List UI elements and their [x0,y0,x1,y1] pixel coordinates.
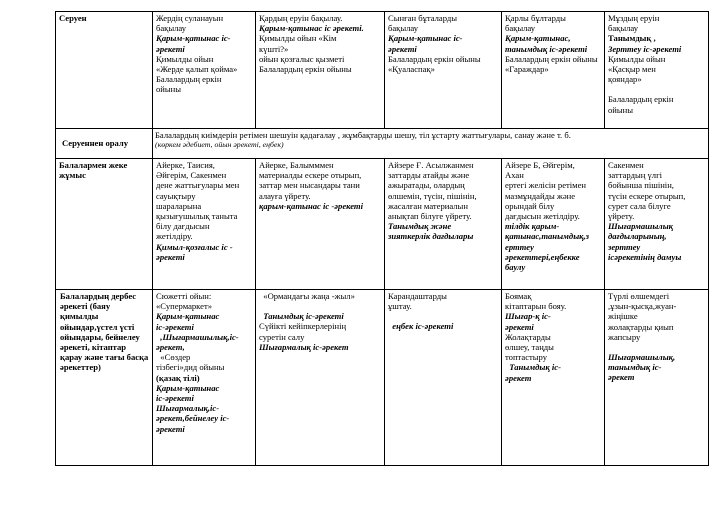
cell-line: Боямақ [505,291,532,301]
cell-line: әрекеті [156,423,185,434]
cell-line: кітаптарын бояу. [505,301,567,312]
cell-line: Жолақтарды [505,331,551,342]
schedule-page [55,11,708,466]
cell-line: бақылау [156,23,187,34]
cell-line: жапсыру [608,331,641,342]
cell-line: баулу [505,262,526,273]
cell-line: әрекет, [156,342,185,353]
cell-line: танымдық іс-әрекеті [505,43,588,54]
cell-line: орындай білу [505,200,555,211]
cell-line: білу дағдысын [156,221,210,232]
cell-line: өлшеу, таңды [505,342,554,353]
return-walk-label-text: Серуеннен оралу [62,138,129,149]
cell-line: Сүйікті кейіпкерлерінің [259,321,347,332]
cell-line: ісәрекетінің дамуы [608,251,682,262]
cell-line: әрекеттері,еңбекке [505,251,580,262]
cell-line: «Қасқыр мен [608,64,656,75]
cell-line: Шығармашылық, [608,352,676,363]
cell-line [608,84,705,94]
cell-line: жіңішке [608,311,638,322]
cell-line: зияткерлік дағдылары [388,231,474,242]
cell-line: түсін ескере отырып, [608,190,686,201]
independent-label: Балалардың дербес әрекеті (баяу қимылды ойындар,үстел үсті ойындары, бейнелеу әрекеті, кітаптар қарау және тағы басқа әрекеттер) [56,290,153,466]
cell-line: «Сөздер [156,352,191,363]
cell-line: Балалардың еркін ойыны [259,64,352,75]
cell-line: Танымдық және [388,221,452,232]
cell-line: қояндар» [608,74,642,85]
cell-line: Шығармалық іс-әрекет [259,341,349,352]
cell-line: дене жаттығулары мен [156,180,240,191]
cell-line: ойыны [608,104,634,115]
cell-line: заттар мен нысандары тани [259,180,360,191]
individual-row [56,159,709,290]
individual-cell-2 [256,159,385,290]
cell-line: Зерттеу іс-әрекеті [608,43,682,54]
cell-line [608,342,705,352]
individual-cell-3 [385,159,502,290]
cell-line: Айзере Ғ. Асылжанмен [388,160,474,170]
cell-line: іс-әрекеті [156,321,194,332]
cell-line: қатынас,танымдық,з [505,231,590,242]
cell-line: әрекеті [505,321,534,332]
cell-line: әрекет [505,372,532,383]
cell-line: шараларына [156,200,202,211]
cell-line: әрекеті [388,43,417,54]
cell-line: ойыны [156,84,182,95]
cell-line: Қарым-қатынас іс- [388,33,463,44]
cell-line: жасалған материалын [388,200,468,211]
cell-line: ,ұзын-қысқа,жуан- [608,301,677,312]
cell-line: Жердің суланауын [156,13,224,23]
cell-line: (қазақ тілі) [156,372,200,383]
cell-line: дағдыларының, [608,231,667,242]
cell-line: ойын қозғалыс қызметі [259,53,345,64]
cell-line: Қардың еруін бақылау. [259,13,343,23]
cell-line: ерттеу [505,241,534,252]
cell-line: «Гараждар» [505,64,549,75]
cell-line: сурет сала білуге [608,200,671,211]
independent-cell-4 [502,290,605,466]
cell-line: Қарым-қатынас [156,382,220,393]
cell-line: бақылау [505,23,536,34]
cell-line: Әйгерім, Сакенмен [156,170,227,181]
cell-line: ертегі желісін ретімен [505,180,586,191]
cell-line: Сюжетті ойын: [156,291,212,301]
cell-line: Айзере Б, Әйгерім, [505,160,575,170]
cell-line: анықтап білуге үйрету. [388,211,472,222]
cell-line: Қарым-қатынас, [505,33,571,44]
cell-line: Қимылды ойын [156,53,214,64]
cell-line: қарым-қатынас іс -әрекеті [259,200,364,211]
walk-cell-4 [502,12,605,129]
cell-line: ажыратады, олардың [388,180,465,191]
cell-line: әрекет,бейнелеу іс- [156,413,230,424]
cell-line: Шығармалық,іс- [156,403,220,414]
cell-line: Айерке, Балымммен [259,160,334,170]
cell-line: әрекеті [156,43,185,54]
cell-line: Балалардың еркін [156,74,222,85]
individual-label: Балалармен жеке жұмыс [56,159,153,290]
cell-line: бойынша пішінін, [608,180,674,191]
cell-line: зерттеу [608,241,641,252]
cell-line: тізбегі»дид ойыны [156,362,225,373]
cell-line: Қимыл-қозғалыс іс - [156,241,233,252]
return-walk-label [56,129,153,159]
cell-line: Танымдық , [608,33,656,44]
cell-line: Қарым-қатынас іс әрекеті. [259,23,364,34]
cell-line: Танымдық іс- [505,362,561,373]
cell-line: әрекет [608,372,635,383]
independent-cell-1 [153,290,256,466]
cell-line: ,Шығармашылық,іс- [156,331,239,342]
cell-line: өлшемін, түсін, пішінін, [388,190,477,201]
return-walk-text: Балалардың киімдерін ретімен шешуін қадағалау , жұмбақтарды шешу, тіл ұстарту жаттығулары, санау және т. б. [155,130,571,140]
cell-line: танымдық іс- [608,362,662,373]
independent-row [56,290,709,466]
cell-line: қызығушылық таныта [156,211,238,222]
cell-line: ұштау. [388,301,412,312]
individual-cell-5 [605,159,709,290]
cell-line: үйрету. [608,211,635,222]
cell-line: Танымдық іс-әрекеті [259,311,344,322]
cell-line: Шығар-қ іс- [505,311,551,322]
cell-line: бақылау [388,23,419,34]
cell-line: мазмұндайды және [505,190,576,201]
cell-line: Қарым-қатынас іс- [156,33,231,44]
cell-line: заттарды атайды және [388,170,470,181]
cell-line: Қимылды ойын «Кім [259,33,337,44]
cell-line: тілдік қарым- [505,221,560,232]
cell-line: күшті?» [259,43,289,54]
cell-line: іс-әрекеті [156,393,194,404]
walk-row [56,12,709,129]
cell-line: «Қуаласпақ» [388,64,435,75]
cell-line: Қимылды ойын [608,53,666,64]
cell-line: еңбек іс-әрекеті [388,321,454,332]
cell-line: Сынған бұталарды [388,13,458,23]
cell-line: сауықтыру [156,190,196,201]
walk-cell-1 [153,12,256,129]
cell-line: Қарлы бұлтарды [505,13,566,23]
independent-cell-3 [385,290,502,466]
cell-line: Сакенмен [608,160,644,170]
cell-line: Ахан [505,170,524,181]
cell-line: жетілдіру. [156,231,193,242]
cell-line: Балалардың еркін [608,94,674,105]
walk-cell-3 [385,12,502,129]
cell-line: заттардың үлгі [608,170,662,181]
cell-line: алауға үйрету. [259,190,311,201]
return-walk-description [153,129,709,159]
independent-cell-5 [605,290,709,466]
cell-line: Қарым-қатынас [156,311,220,322]
cell-line: Балалардың еркін ойыны [505,53,598,64]
cell-line [259,301,381,311]
cell-line: әрекеті [156,251,185,262]
cell-line: «Ормандағы жаңа -жыл» [259,291,355,301]
cell-line: материалды ескере отырып, [259,170,362,181]
walk-cell-5 [605,12,709,129]
cell-line: топтастыру [505,352,548,363]
schedule-table [55,11,709,466]
individual-cell-1 [153,159,256,290]
cell-line: жолақтарды қиып [608,321,674,332]
cell-line: Балалардың еркін ойыны [388,53,481,64]
cell-line: Шығармашылық [608,221,674,232]
cell-line: суретін салу [259,331,305,342]
cell-line: «Жерде қалып қойма» [156,64,238,75]
cell-line: Карандаштарды [388,291,447,301]
cell-line [388,311,498,321]
cell-line: дағдысын жетілдіру. [505,211,580,222]
walk-label: Серуен [56,12,153,129]
cell-line: Мұздың еруін [608,13,660,23]
cell-line: Түрлі өлшемдегі [608,291,670,301]
cell-line: «Супермаркет» [156,301,213,312]
individual-cell-4 [502,159,605,290]
return-walk-note: (көркем әдебиет, ойын әрекеті, еңбек) [155,140,284,150]
cell-line: бақылау [608,23,639,34]
return-walk-row [56,129,709,159]
independent-cell-2 [256,290,385,466]
cell-line: Айерке, Таисия, [156,160,215,170]
walk-cell-2 [256,12,385,129]
